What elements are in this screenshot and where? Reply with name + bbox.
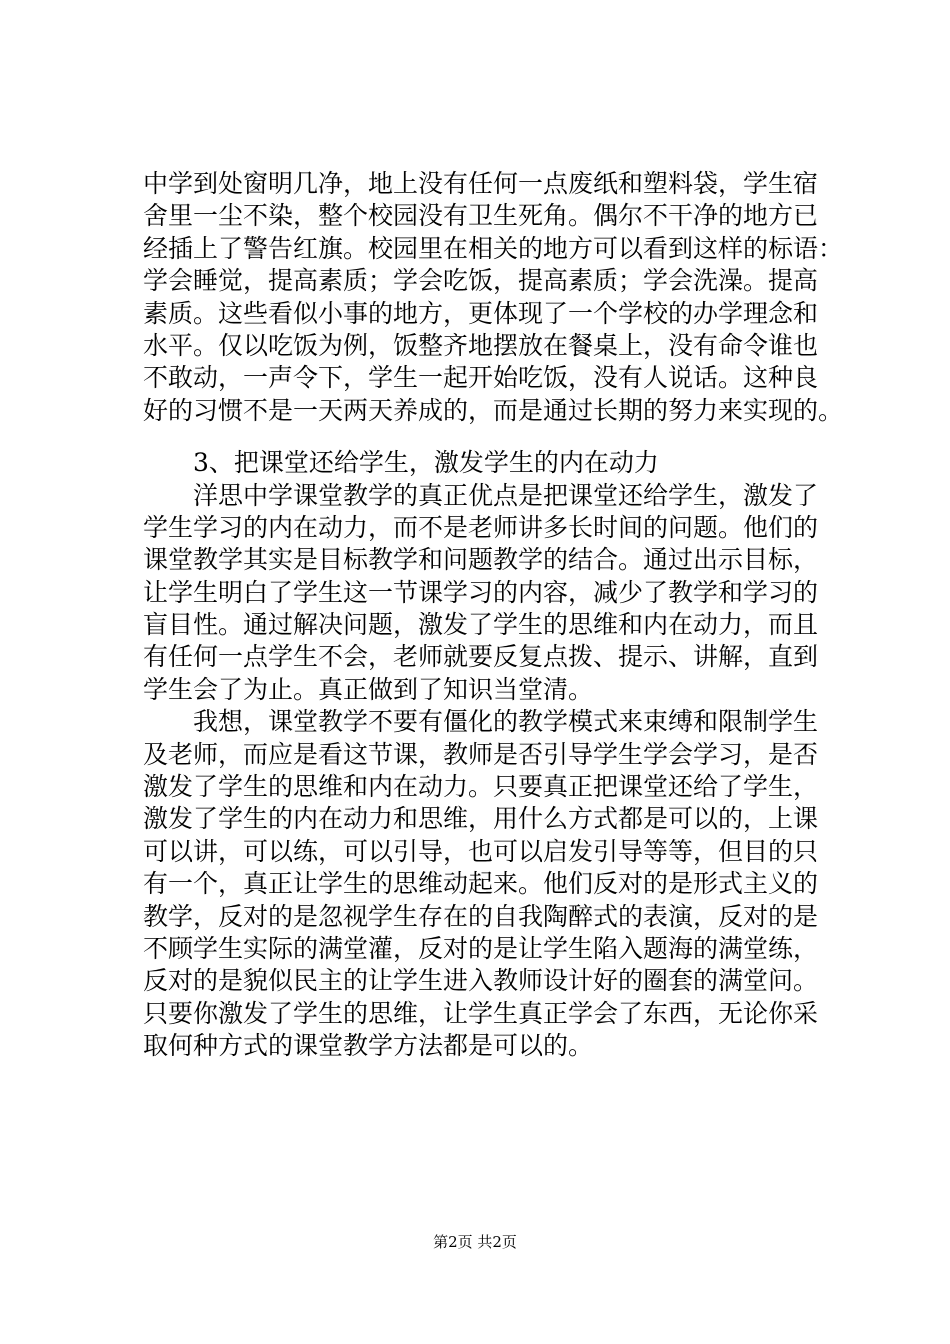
text-line: 教学，反对的是忽视学生存在的自我陶醉式的表演，反对的是 <box>143 901 819 931</box>
text-line: 激发了学生的思维和内在动力。只要真正把课堂还给了学生， <box>143 772 819 802</box>
text-line: 素质。这些看似小事的地方，更体现了一个学校的办学理念和 <box>143 298 819 328</box>
text-line: 我想，课堂教学不要有僵化的教学模式来束缚和限制学生 <box>143 707 819 737</box>
document-body <box>143 168 843 1063</box>
text-line: 可以讲，可以练，可以引导，也可以启发引导等等，但目的只 <box>143 836 819 866</box>
text-line: 让学生明白了学生这一节课学习的内容，减少了教学和学习的 <box>143 577 819 607</box>
text-line: 舍里一尘不染，整个校园没有卫生死角。偶尔不干净的地方已 <box>143 201 819 231</box>
text-line: 只要你激发了学生的思维，让学生真正学会了东西，无论你采 <box>143 998 819 1028</box>
text-line: 不敢动，一声令下，学生一起开始吃饭，没有人说话。这种良 <box>143 363 819 393</box>
paragraph-spacer <box>143 427 843 447</box>
text-line: 经插上了警告红旗。校园里在相关的地方可以看到这样的标语： <box>143 233 844 263</box>
page-footer: 第2页 共2页 <box>433 1233 517 1251</box>
section-heading-text: 3、把课堂还给学生，激发学生的内在动力 <box>143 448 659 478</box>
text-line: 中学到处窗明几净，地上没有任何一点废纸和塑料袋，学生宿 <box>143 169 819 198</box>
text-line: 好的习惯不是一天两天养成的，而是通过长期的努力来实现的。 <box>143 395 844 425</box>
text-line: 盲目性。通过解决问题，激发了学生的思维和内在动力，而且 <box>143 610 819 640</box>
section-heading <box>143 447 843 479</box>
text-line: 取何种方式的课堂教学方法都是可以的。 <box>143 1031 594 1061</box>
text-line: 反对的是貌似民主的让学生进入教师设计好的圈套的满堂问。 <box>143 966 819 996</box>
text-line: 不顾学生实际的满堂灌，反对的是让学生陷入题海的满堂练， <box>143 933 819 963</box>
text-line: 学生学习的内在动力，而不是老师讲多长时间的问题。他们的 <box>143 512 819 542</box>
text-line: 有一个，真正让学生的思维动起来。他们反对的是形式主义的 <box>143 869 819 899</box>
paragraph-campus-hygiene <box>143 168 843 427</box>
text-line: 学会睡觉，提高素质；学会吃饭，提高素质；学会洗澡。提高 <box>143 266 819 296</box>
text-line: 学生会了为止。真正做到了知识当堂清。 <box>143 674 594 704</box>
text-line: 课堂教学其实是目标教学和问题教学的结合。通过出示目标， <box>143 545 819 575</box>
text-line: 激发了学生的内在动力和思维，用什么方式都是可以的，上课 <box>143 804 819 834</box>
paragraph-classroom-teaching <box>143 480 843 707</box>
paragraph-reflection <box>143 706 843 1062</box>
text-line: 洋思中学课堂教学的真正优点是把课堂还给学生，激发了 <box>143 480 819 510</box>
text-line: 水平。仅以吃饭为例，饭整齐地摆放在餐桌上，没有命令谁也 <box>143 330 819 360</box>
text-line: 及老师，而应是看这节课，教师是否引导学生学会学习，是否 <box>143 739 819 769</box>
text-line: 有任何一点学生不会，老师就要反复点拨、提示、讲解，直到 <box>143 642 819 672</box>
